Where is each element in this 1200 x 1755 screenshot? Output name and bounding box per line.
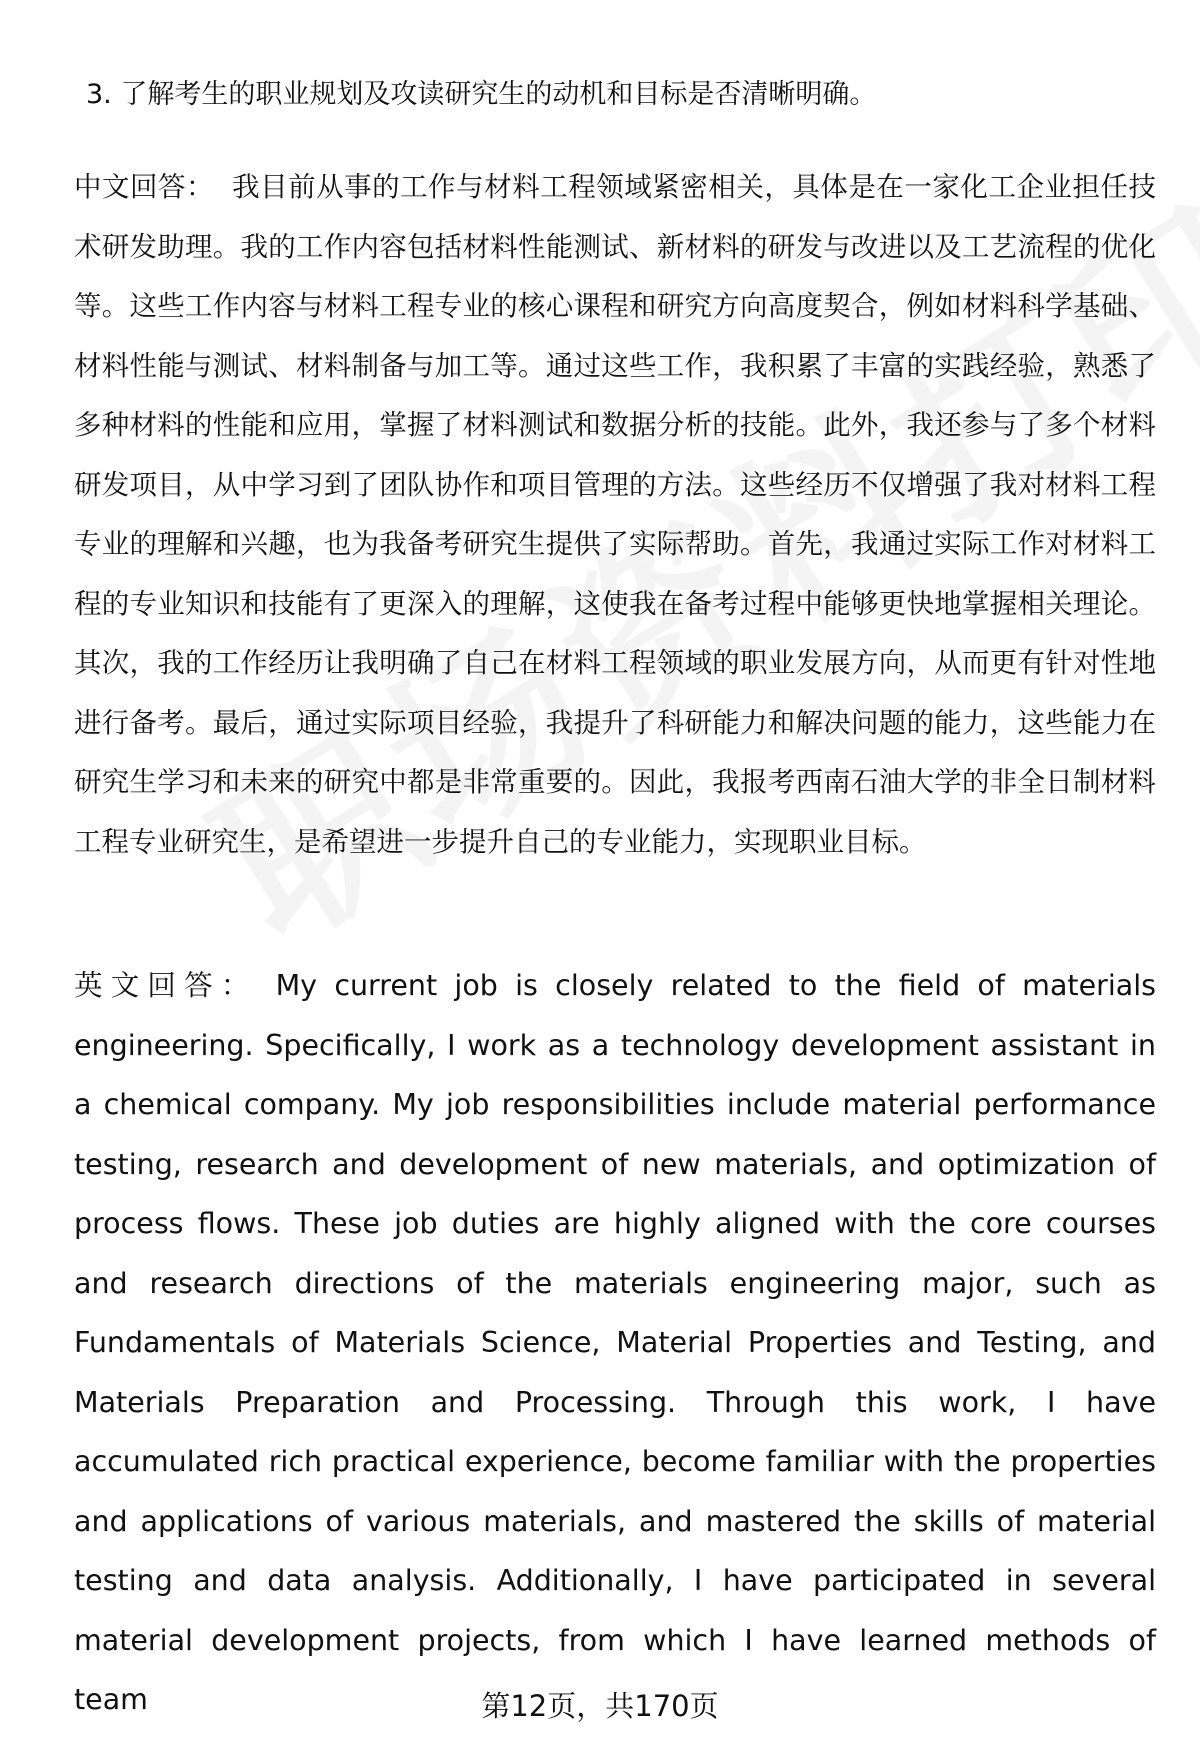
chinese-answer-text: 我目前从事的工作与材料工程领域紧密相关，具体是在一家化工企业担任技术研发助理。我的工作内容包括材料性能测试、新材料的研发与改进以及工艺流程的优化等。这些工作内容与材料工程专业的核心课程和研究方向高度契合，例如材料科学基础、材料性能与测试、材料制备与加工等。通过这些工作，我积累了丰富的实践经验，熟悉了多种材料的性能和应用，掌握了材料测试和数据分析的技能。此外，我还参与了多个材料研发项目，从中学习到了团队协作和项目管理的方法。这些经历不仅增强了我对材料工程专业的理解和兴趣，也为我备考研究生提供了实际帮助。首先，我通过实际工作对材料工程的专业知识和技能有了更深入的理解，这使我在备考过程中能够更快地掌握相关理论。其次，我的工作经历让我明确了自己在材料工程领域的职业发展方向，从而更有针对性地进行备考。最后，通过实际项目经验，我提升了科研能力和解决问题的能力，这些能力在研究生学习和未来的研究中都是非常重要的。因此，我报考西南石油大学的非全日制材料工程专业研究生，是希望进一步提升自己的专业能力，实现职业目标。 [74,171,1157,858]
chinese-answer [74,158,1156,872]
page-number-footer: 第12页，共170页 [481,1689,719,1723]
english-answer-text: My current job is closely related to the field of materials engineering. Specifically, I work as a technology development assistant in a chemical company. My job responsibilities include material performance testing, research and development of new materials, and optimization of process flows. These job duties are highly aligned with the core courses and research directions of the materials engineering major, such as Fundamentals of Materials Science, Material Properties and Testing, and Materials Preparation and Processing. Through this work, I have accumulated rich practical experience, become familiar with the properties and applications of various materials, and mastered the skills of material testing and data analysis. Additionally, I have participated in several material development projects, from which I have learned methods of team [74,969,1156,1716]
question-item: 3. 了解考生的职业规划及攻读研究生的动机和目标是否清晰明确。 [86,79,877,110]
english-answer-label: 英文回答： [74,969,258,1002]
chinese-answer-label: 中文回答： [74,171,215,203]
english-answer [74,956,1156,1730]
